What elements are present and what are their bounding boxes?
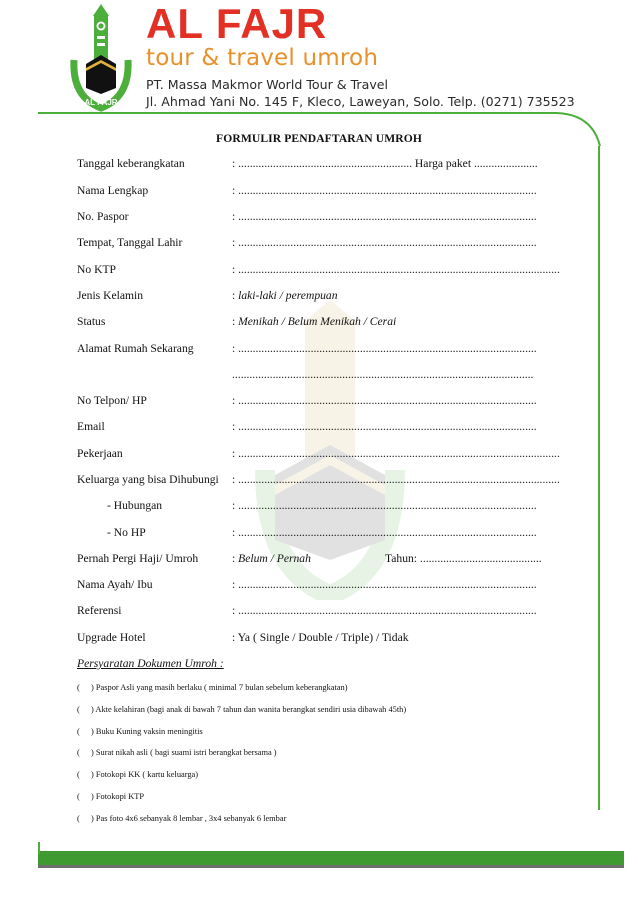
requirements-title: Persyaratan Dokumen Umroh : xyxy=(77,657,224,670)
footer-shadow-line xyxy=(38,865,624,868)
field-label: Upgrade Hotel xyxy=(77,631,146,644)
value-prefix: : xyxy=(232,289,239,302)
field-label: Nama Ayah/ Ibu xyxy=(77,578,153,591)
reference-input[interactable]: : ....................................................................................................... xyxy=(232,604,537,617)
hajj-history-options[interactable] xyxy=(232,552,311,565)
requirement-text: ) Pas foto 4x6 sebanyak 8 lembar , 3x4 sebanyak 6 lembar xyxy=(91,814,287,823)
checkbox-paren[interactable]: ( xyxy=(77,683,80,692)
emergency-contact-input[interactable]: : ............................................................................................................... xyxy=(232,473,560,486)
checkbox-paren[interactable]: ( xyxy=(77,727,80,736)
requirement-text: ) Fotokopi KTP xyxy=(91,792,145,801)
field-label: Referensi xyxy=(77,604,122,617)
ktp-number-input[interactable]: : ............................................................................................................... xyxy=(232,263,560,276)
value-prefix: : xyxy=(232,552,239,565)
form-title: FORMULIR PENDAFTARAN UMROH xyxy=(216,132,422,145)
brand-title: AL FAJR xyxy=(146,0,328,47)
hajj-history-choices[interactable]: Belum / Pernah xyxy=(238,552,311,565)
checkbox-paren[interactable]: ( xyxy=(77,814,80,823)
frame-right-line xyxy=(598,146,600,810)
occupation-input[interactable]: : ............................................................................................................... xyxy=(232,447,560,460)
company-name: PT. Massa Makmor World Tour & Travel xyxy=(146,77,389,92)
full-name-input[interactable]: : ....................................................................................................... xyxy=(232,184,537,197)
requirement-text: ) Buku Kuning vaksin meningitis xyxy=(91,727,203,736)
brand-block xyxy=(146,0,379,71)
requirement-text: ) Akte kelahiran (bagi anak di bawah 7 tahun dan wanita berangkat sendiri usia dibawah 45th) xyxy=(91,705,407,714)
field-label: Nama Lengkap xyxy=(77,184,149,197)
footer-green-line xyxy=(38,851,624,865)
field-label: Tempat, Tanggal Lahir xyxy=(77,236,183,249)
gender-choices[interactable]: laki-laki / perempuan xyxy=(238,289,338,302)
requirement-text: ) Fotokopi KK ( kartu keluarga) xyxy=(91,770,199,779)
company-info xyxy=(146,76,575,110)
field-label: Email xyxy=(77,420,105,433)
field-label: Status xyxy=(77,315,106,328)
relationship-input[interactable]: : ....................................................................................................... xyxy=(232,499,537,512)
gender-options[interactable] xyxy=(232,289,338,302)
home-address-line2-input[interactable]: ........................................................................................................ xyxy=(232,368,534,381)
marital-status-choices[interactable]: Menikah / Belum Menikah / Cerai xyxy=(238,315,397,328)
al-fajr-logo xyxy=(66,2,136,114)
phone-input[interactable]: : ....................................................................................................... xyxy=(232,394,537,407)
field-label: - No HP xyxy=(107,526,146,539)
email-input[interactable]: : ....................................................................................................... xyxy=(232,420,537,433)
hotel-upgrade-options[interactable]: : Ya ( Single / Double / Triple) / Tidak xyxy=(232,631,409,644)
departure-date-input[interactable]: : ............................................................ Harga paket ...................... xyxy=(232,157,538,170)
field-label: Jenis Kelamin xyxy=(77,289,144,302)
company-address: Jl. Ahmad Yani No. 145 F, Kleco, Laweyan, Solo. Telp. (0271) 735523 xyxy=(146,94,575,109)
hajj-year-input[interactable]: Tahun: .......................................... xyxy=(385,552,542,565)
field-label: Pernah Pergi Haji/ Umroh xyxy=(77,552,199,565)
checkbox-paren[interactable]: ( xyxy=(77,748,80,757)
brand-subtitle: tour & travel umroh xyxy=(146,45,379,71)
checkbox-paren[interactable]: ( xyxy=(77,770,80,779)
requirement-text: ) Paspor Asli yang masih berlaku ( minimal 7 bulan sebelum keberangkatan) xyxy=(91,683,348,692)
field-label: Pekerjaan xyxy=(77,447,123,460)
home-address-input[interactable]: : ....................................................................................................... xyxy=(232,342,537,355)
footer-left-line xyxy=(38,842,40,854)
contact-phone-input[interactable]: : ....................................................................................................... xyxy=(232,526,537,539)
field-label: - Hubungan xyxy=(107,499,163,512)
field-label: Alamat Rumah Sekarang xyxy=(77,342,194,355)
logo-text: AL FAJR xyxy=(84,98,118,107)
marital-status-options[interactable] xyxy=(232,315,396,328)
checkbox-paren[interactable]: ( xyxy=(77,792,80,801)
requirement-text: ) Surat nikah asli ( bagi suami istri berangkat bersama ) xyxy=(91,748,277,757)
header-divider-line xyxy=(38,112,558,114)
field-label: Keluarga yang bisa Dihubungi xyxy=(77,473,219,486)
field-label: No Telpon/ HP xyxy=(77,394,147,407)
birth-place-date-input[interactable]: : ....................................................................................................... xyxy=(232,236,537,249)
field-label: Tanggal keberangkatan xyxy=(77,157,185,170)
checkbox-paren[interactable]: ( xyxy=(77,705,80,714)
passport-number-input[interactable]: : ....................................................................................................... xyxy=(232,210,537,223)
field-label: No. Paspor xyxy=(77,210,129,223)
field-label: No KTP xyxy=(77,263,116,276)
value-prefix: : xyxy=(232,315,239,328)
parents-name-input[interactable]: : ....................................................................................................... xyxy=(232,578,537,591)
